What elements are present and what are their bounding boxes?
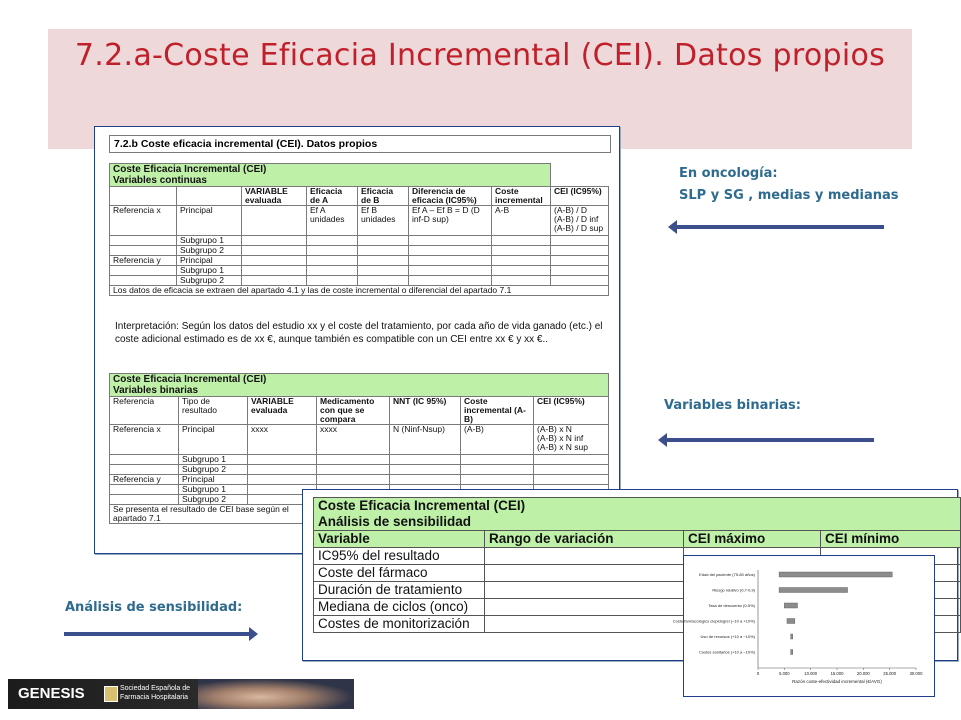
cell-ref: Referencia x bbox=[110, 206, 177, 236]
cell-ref: Referencia x bbox=[110, 425, 179, 455]
cell-var: xxxx bbox=[248, 425, 317, 455]
doc-heading: 7.2.b Coste eficacia incremental (CEI). Datos propios bbox=[109, 135, 611, 153]
arrow-left-icon bbox=[676, 225, 884, 229]
tornado-chart-svg bbox=[672, 556, 934, 696]
col-variable: Variable bbox=[314, 531, 485, 548]
cell-variable: Duración de tratamiento bbox=[314, 582, 485, 599]
binary-title bbox=[110, 374, 609, 397]
sensitivity-title-line1: Coste Eficacia Incremental (CEI) bbox=[318, 498, 526, 513]
cell-empty bbox=[242, 206, 307, 236]
category-label: Uso de recursos (+10 a −10%) bbox=[700, 634, 755, 639]
page-title: 7.2.a-Coste Eficacia Incremental (CEI). Datos propios bbox=[74, 38, 886, 73]
col-nnt: NNT (IC 95%) bbox=[390, 397, 461, 425]
sensitivity-title bbox=[314, 498, 961, 531]
tornado-bar bbox=[791, 650, 793, 655]
col-variable: VARIABLE evaluada bbox=[248, 397, 317, 425]
cell-coste: A-B bbox=[492, 206, 551, 236]
x-tick-label: 30.000 bbox=[909, 671, 923, 676]
continuous-title-line2: Variables continuas bbox=[113, 175, 207, 186]
tornado-bar bbox=[784, 603, 797, 608]
col-eficacia-a: Eficacia de A bbox=[307, 187, 358, 206]
sefh-emblem-icon bbox=[104, 686, 118, 702]
col-diferencia: Diferencia de eficacia (IC95%) bbox=[409, 187, 492, 206]
binary-note-line2: apartado 7.1 bbox=[113, 513, 161, 523]
table-row bbox=[110, 475, 609, 485]
continuous-title-line1: Coste Eficacia Incremental (CEI) bbox=[113, 164, 267, 175]
col-eficacia-b: Eficacia de B bbox=[358, 187, 409, 206]
table-row bbox=[110, 465, 609, 475]
table-row bbox=[110, 236, 609, 246]
col-cei: CEI (IC95%) bbox=[551, 187, 609, 206]
cell-ref: Referencia y bbox=[110, 475, 179, 485]
cell-var: Subgrupo 2 bbox=[177, 246, 242, 256]
cell-var: Principal bbox=[177, 256, 242, 266]
table-row bbox=[110, 206, 609, 236]
table-row bbox=[110, 246, 609, 256]
category-label: Costes sanitarios (+10 a −10%) bbox=[698, 649, 755, 655]
col-coste: Coste incremental (A-B) bbox=[461, 397, 534, 425]
tornado-bar bbox=[779, 588, 847, 593]
category-label: Edad del paciente (75-80 años) bbox=[699, 572, 755, 577]
col-tipo: Tipo de resultado bbox=[179, 397, 248, 425]
cell-tipo: Principal bbox=[179, 425, 248, 455]
sensitivity-label: Análisis de sensibilidad: bbox=[65, 600, 243, 615]
cell-efa: Ef A unidades bbox=[307, 206, 358, 236]
cell-var: Subgrupo 1 bbox=[177, 236, 242, 246]
table-row bbox=[110, 266, 609, 276]
category-label: Riesgo relativo (0,7-0,9) bbox=[712, 587, 755, 593]
cell-variable: Coste del fármaco bbox=[314, 565, 485, 582]
x-tick-label: 25.000 bbox=[883, 671, 897, 676]
binary-note-line1: Se presenta el resultado de CEI base según el bbox=[113, 504, 289, 514]
footer-logo-strip bbox=[8, 679, 354, 709]
table-row bbox=[110, 425, 609, 455]
cell-dif: Ef A – Ef B = D (D inf-D sup) bbox=[409, 206, 492, 236]
col-referencia: Referencia bbox=[110, 397, 179, 425]
org-name-line2: Farmacia Hospitalaria bbox=[120, 694, 189, 701]
col-rango: Rango de variación bbox=[485, 531, 684, 548]
tornado-bar bbox=[779, 572, 892, 577]
category-label: Tasa de descuento (0-5%) bbox=[708, 603, 755, 608]
cell-ref: Referencia y bbox=[110, 256, 177, 266]
cell-med: xxxx bbox=[317, 425, 390, 455]
oncology-note bbox=[679, 163, 899, 207]
cell-variable: IC95% del resultado bbox=[314, 548, 485, 565]
cell-cei: (A-B) / D (A-B) / D inf (A-B) / D sup bbox=[551, 206, 609, 236]
x-tick-label: 10.000 bbox=[804, 671, 818, 676]
cell-tipo: Subgrupo 1 bbox=[179, 485, 248, 495]
arrow-left-icon bbox=[666, 438, 874, 442]
tornado-bar bbox=[787, 619, 795, 624]
binary-title-line1: Coste Eficacia Incremental (CEI) bbox=[113, 374, 267, 385]
table-row bbox=[110, 256, 609, 266]
col-cei: CEI (IC95%) bbox=[534, 397, 609, 425]
cell-cei: (A-B) x N (A-B) x N inf (A-B) x N sup bbox=[534, 425, 609, 455]
binary-variables-label: Variables binarias: bbox=[664, 398, 801, 413]
cell-tipo: Subgrupo 1 bbox=[179, 455, 248, 465]
cell-tipo: Subgrupo 2 bbox=[179, 465, 248, 475]
col-variable: VARIABLE evaluada bbox=[242, 187, 307, 206]
tornado-chart bbox=[672, 555, 935, 697]
col-coste: Coste incremental bbox=[492, 187, 551, 206]
continuous-note: Los datos de eficacia se extraen del apartado 4.1 y las de coste incremental o diferencial del apartado 7.1 bbox=[110, 286, 609, 296]
interpretation-text: Interpretación: Según los datos del estudio xx y el coste del tratamiento, por cada año de vida ganado (etc.) el coste adicional estimado es de xx €, aunque también es compatible con un CEI entre xx € y xx €.. bbox=[115, 321, 603, 345]
continuous-table bbox=[109, 163, 609, 296]
org-name-line1: Sociedad Española de bbox=[120, 685, 191, 692]
cell-nnt: N (Ninf-Nsup) bbox=[390, 425, 461, 455]
x-tick-label: 5.000 bbox=[779, 671, 790, 676]
sensitivity-title-line2: Análisis de sensibilidad bbox=[318, 514, 472, 529]
table-row bbox=[110, 455, 609, 465]
continuous-title bbox=[110, 164, 551, 187]
category-label: Coste farmacológico clopidogrel (−10 a +10%) bbox=[672, 618, 755, 624]
x-tick-label: 0 bbox=[756, 671, 760, 676]
binary-title-line2: Variables binarias bbox=[113, 385, 199, 396]
blood-pressure-photo bbox=[198, 679, 354, 709]
cell-variable: Mediana de ciclos (onco) bbox=[314, 599, 485, 616]
x-axis-label: Razón coste-efectividad incremental (€/AVG) bbox=[792, 679, 882, 684]
col-medicamento: Medicamento con que se compara bbox=[317, 397, 390, 425]
oncology-note-line2: SLP y SG , medias y medianas bbox=[679, 188, 899, 203]
cell-var: Subgrupo 1 bbox=[177, 266, 242, 276]
cell-coste: (A-B) bbox=[461, 425, 534, 455]
oncology-note-line1: En oncología: bbox=[679, 166, 778, 181]
x-tick-label: 20.000 bbox=[856, 671, 870, 676]
cell-var: Subgrupo 2 bbox=[177, 276, 242, 286]
genesis-logo: GENESIS bbox=[18, 685, 85, 702]
table-row bbox=[110, 276, 609, 286]
cell-tipo: Principal bbox=[179, 475, 248, 485]
col-cei-max: CEI máximo bbox=[684, 531, 821, 548]
org-name bbox=[120, 684, 190, 702]
cell-tipo: Subgrupo 2 bbox=[179, 495, 248, 505]
cell-variable: Costes de monitorización bbox=[314, 616, 485, 633]
cell-efb: Ef B unidades bbox=[358, 206, 409, 236]
x-tick-label: 15.000 bbox=[830, 671, 844, 676]
col-cei-min: CEI mínimo bbox=[821, 531, 961, 548]
tornado-bar bbox=[791, 634, 793, 639]
cell-var: Principal bbox=[177, 206, 242, 236]
arrow-right-icon bbox=[64, 632, 250, 636]
